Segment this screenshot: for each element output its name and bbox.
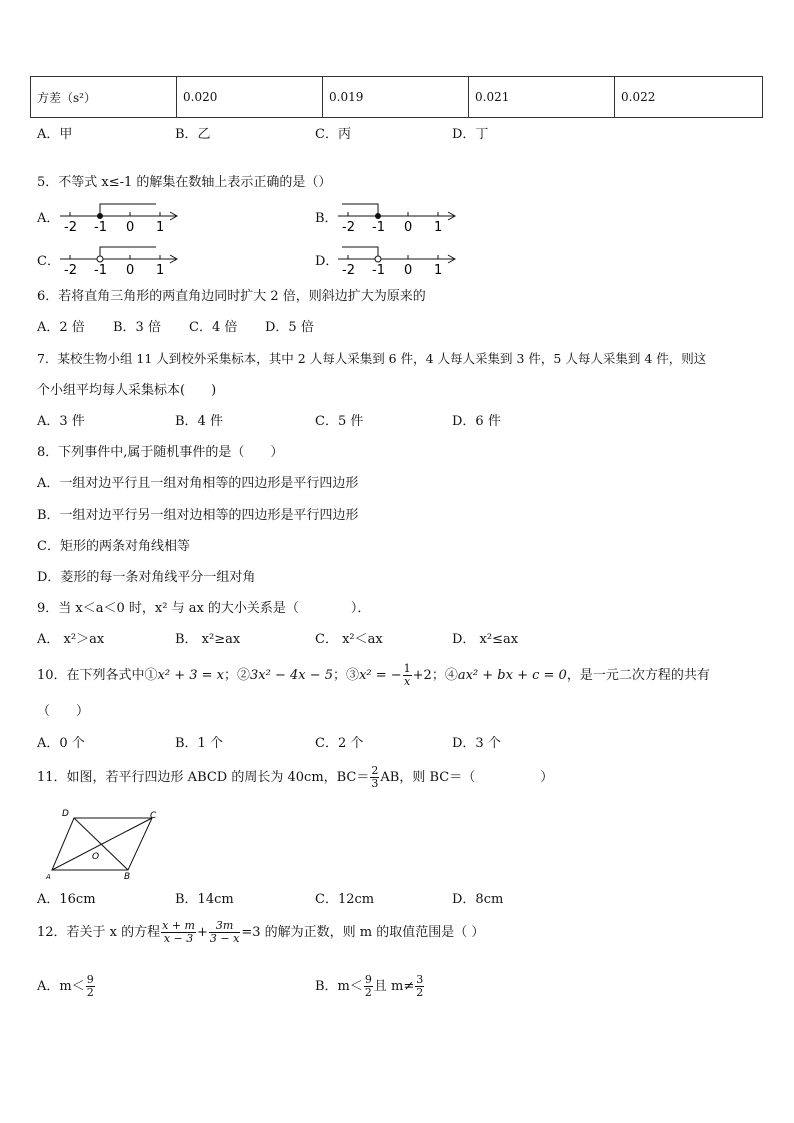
q10-equation-3-right: +2 <box>412 668 432 684</box>
q10-sep: ；③ <box>333 668 360 684</box>
fraction-numerator: 3m <box>209 920 240 933</box>
tick-label: -1 <box>372 220 385 234</box>
q11-option-d: D．8cm <box>452 892 504 907</box>
q7-stem-line2: 个小组平均每人采集标本( ) <box>37 383 217 398</box>
q12-suffix: =3 的解为正数，则 m 的取值范围是（ ） <box>241 925 485 941</box>
q4-option-c: C．丙 <box>315 127 351 142</box>
q11-stem <box>37 765 553 790</box>
q4-option-d: D．丁 <box>452 127 489 142</box>
option-prefix: A．m＜ <box>37 979 85 995</box>
vertex-label-a: A <box>46 873 51 881</box>
q6-option-c: C．4 倍 <box>189 320 238 335</box>
q12-fraction-1 <box>161 920 196 945</box>
q10-option-d: D．3 个 <box>452 736 501 751</box>
variance-table <box>30 76 763 118</box>
fraction-numerator: 9 <box>364 973 372 986</box>
q9-stem: 9．当 x＜a＜0 时，x² 与 ax 的大小关系是（ ）． <box>37 601 371 616</box>
tick-label: -2 <box>342 220 355 234</box>
tick-label: 0 <box>404 220 413 234</box>
tick-label: -2 <box>64 220 77 234</box>
q9-option-a: A． x²＞ax <box>37 632 105 647</box>
q7-option-c: C．5 件 <box>315 414 364 429</box>
fraction-denominator: x − 3 <box>163 932 194 946</box>
table-row <box>31 77 763 118</box>
q10-option-b: B．1 个 <box>175 736 223 751</box>
q4-option-b: B．乙 <box>175 127 211 142</box>
option-middle: 且 m≠ <box>373 979 415 995</box>
q6-option-b: B．3 倍 <box>113 320 161 335</box>
table-cell: 0.021 <box>469 77 615 118</box>
q12-prefix: 12．若关于 x 的方程 <box>37 925 161 941</box>
q10-equation-3-left: x² = − <box>359 668 402 684</box>
table-cell: 0.019 <box>323 77 469 118</box>
tick-label: 0 <box>126 220 135 234</box>
q9-option-b: B． x²≥ax <box>175 632 241 647</box>
fraction-numerator: 9 <box>86 973 94 986</box>
q12-fraction-2 <box>209 920 240 945</box>
tick-label: -2 <box>342 263 355 277</box>
tick-label: 1 <box>434 263 443 277</box>
q5-label-d: D． <box>315 254 339 269</box>
fraction-denominator: 2 <box>364 986 372 1000</box>
q10-equation-1: x² + 3 = x <box>157 668 225 684</box>
q10-fraction <box>403 663 412 688</box>
parallelogram-figure <box>40 806 170 881</box>
q4-option-a: A．甲 <box>37 127 73 142</box>
number-line-c <box>58 243 183 277</box>
number-line-b <box>336 200 461 234</box>
q10-prefix: 10．在下列各式中① <box>37 668 158 684</box>
q10-option-c: C．2 个 <box>315 736 364 751</box>
fraction-numerator: 2 <box>371 764 379 777</box>
tick-label: -1 <box>94 263 107 277</box>
q10-sep: ；② <box>224 668 251 684</box>
fraction-denominator: 2 <box>86 986 94 1000</box>
q12-option-b-fraction-2 <box>415 974 424 999</box>
q11-fraction <box>370 765 379 790</box>
table-cell: 0.020 <box>177 77 323 118</box>
number-line-a <box>58 200 183 234</box>
tick-label: 0 <box>126 263 135 277</box>
q6-option-d: D．5 倍 <box>265 320 314 335</box>
option-prefix: B．m＜ <box>315 979 363 995</box>
q10-option-a: A．0 个 <box>37 736 85 751</box>
q12-stem <box>37 920 484 945</box>
number-line-d <box>336 243 461 277</box>
q8-option-b: B．一组对边平行另一组对边相等的四边形是平行四边形 <box>37 508 359 523</box>
q8-option-d: D．菱形的每一条对角线平分一组对角 <box>37 570 256 585</box>
q9-option-c: C． x²＜ax <box>315 632 383 647</box>
fraction-denominator: 3 − x <box>209 932 240 946</box>
q12-option-a <box>37 974 96 999</box>
q10-equation-4: ax² + bx + c = 0 <box>457 668 567 684</box>
fraction-numerator: x + m <box>162 919 195 932</box>
q11-suffix: AB，则 BC＝（ ） <box>380 770 554 786</box>
tick-label: -2 <box>64 263 77 277</box>
fraction-numerator: 3 <box>416 973 424 986</box>
q8-option-c: C．矩形的两条对角线相等 <box>37 539 190 554</box>
table-cell: 0.022 <box>615 77 763 118</box>
q12-option-a-fraction <box>86 974 95 999</box>
q10-paren: （ ） <box>37 704 90 719</box>
q6-option-a: A．2 倍 <box>37 320 85 335</box>
q11-option-c: C．12cm <box>315 892 375 907</box>
q10-equation-2: 3x² − 4x − 5 <box>250 668 334 684</box>
tick-label: 1 <box>434 220 443 234</box>
q12-option-b <box>315 974 425 999</box>
q7-option-b: B．4 件 <box>175 414 223 429</box>
tick-label: -1 <box>94 220 107 234</box>
q11-option-a: A．16cm <box>37 892 96 907</box>
q5-label-c: C． <box>37 254 60 269</box>
fraction-denominator: 2 <box>416 986 424 1000</box>
fraction-denominator: x <box>404 675 411 689</box>
q5-label-b: B． <box>315 211 338 226</box>
q11-option-b: B．14cm <box>175 892 234 907</box>
q9-option-d: D． x²≤ax <box>452 632 519 647</box>
vertex-label-d: D <box>62 809 69 819</box>
q10-stem <box>37 663 710 688</box>
q10-suffix: ，是一元二次方程的共有 <box>566 668 710 684</box>
q10-sep: ；④ <box>431 668 458 684</box>
vertex-label-o: O <box>92 852 100 862</box>
fraction-numerator: 1 <box>403 662 411 675</box>
q7-option-d: D．6 件 <box>452 414 501 429</box>
q6-stem: 6．若将直角三角形的两直角边同时扩大 2 倍，则斜边扩大为原来的 <box>37 289 426 304</box>
q12-option-b-fraction-1 <box>364 974 373 999</box>
q5-label-a: A． <box>37 211 60 226</box>
tick-label: 1 <box>156 263 165 277</box>
q11-prefix: 11．如图，若平行四边形 ABCD 的周长为 40cm，BC＝ <box>37 770 370 786</box>
tick-label: 1 <box>156 220 165 234</box>
tick-label: -1 <box>372 263 385 277</box>
table-label-cell: 方差（s²） <box>31 77 177 118</box>
fraction-denominator: 3 <box>371 777 379 791</box>
vertex-label-b: B <box>124 872 131 881</box>
q5-stem: 5．不等式 x≤-1 的解集在数轴上表示正确的是（） <box>37 175 332 190</box>
q12-plus: + <box>197 925 208 941</box>
q7-stem-line1: 7．某校生物小组 11 人到校外采集标本，其中 2 人每人采集到 6 件，4 人每人采集到 3 件，5 人每人采集到 4 件，则这 <box>37 351 707 366</box>
tick-label: 0 <box>404 263 413 277</box>
vertex-label-c: C <box>150 811 157 821</box>
q8-stem: 8．下列事件中,属于随机事件的是（ ） <box>37 445 284 460</box>
q8-option-a: A．一组对边平行且一组对角相等的四边形是平行四边形 <box>37 476 359 491</box>
q7-option-a: A．3 件 <box>37 414 85 429</box>
